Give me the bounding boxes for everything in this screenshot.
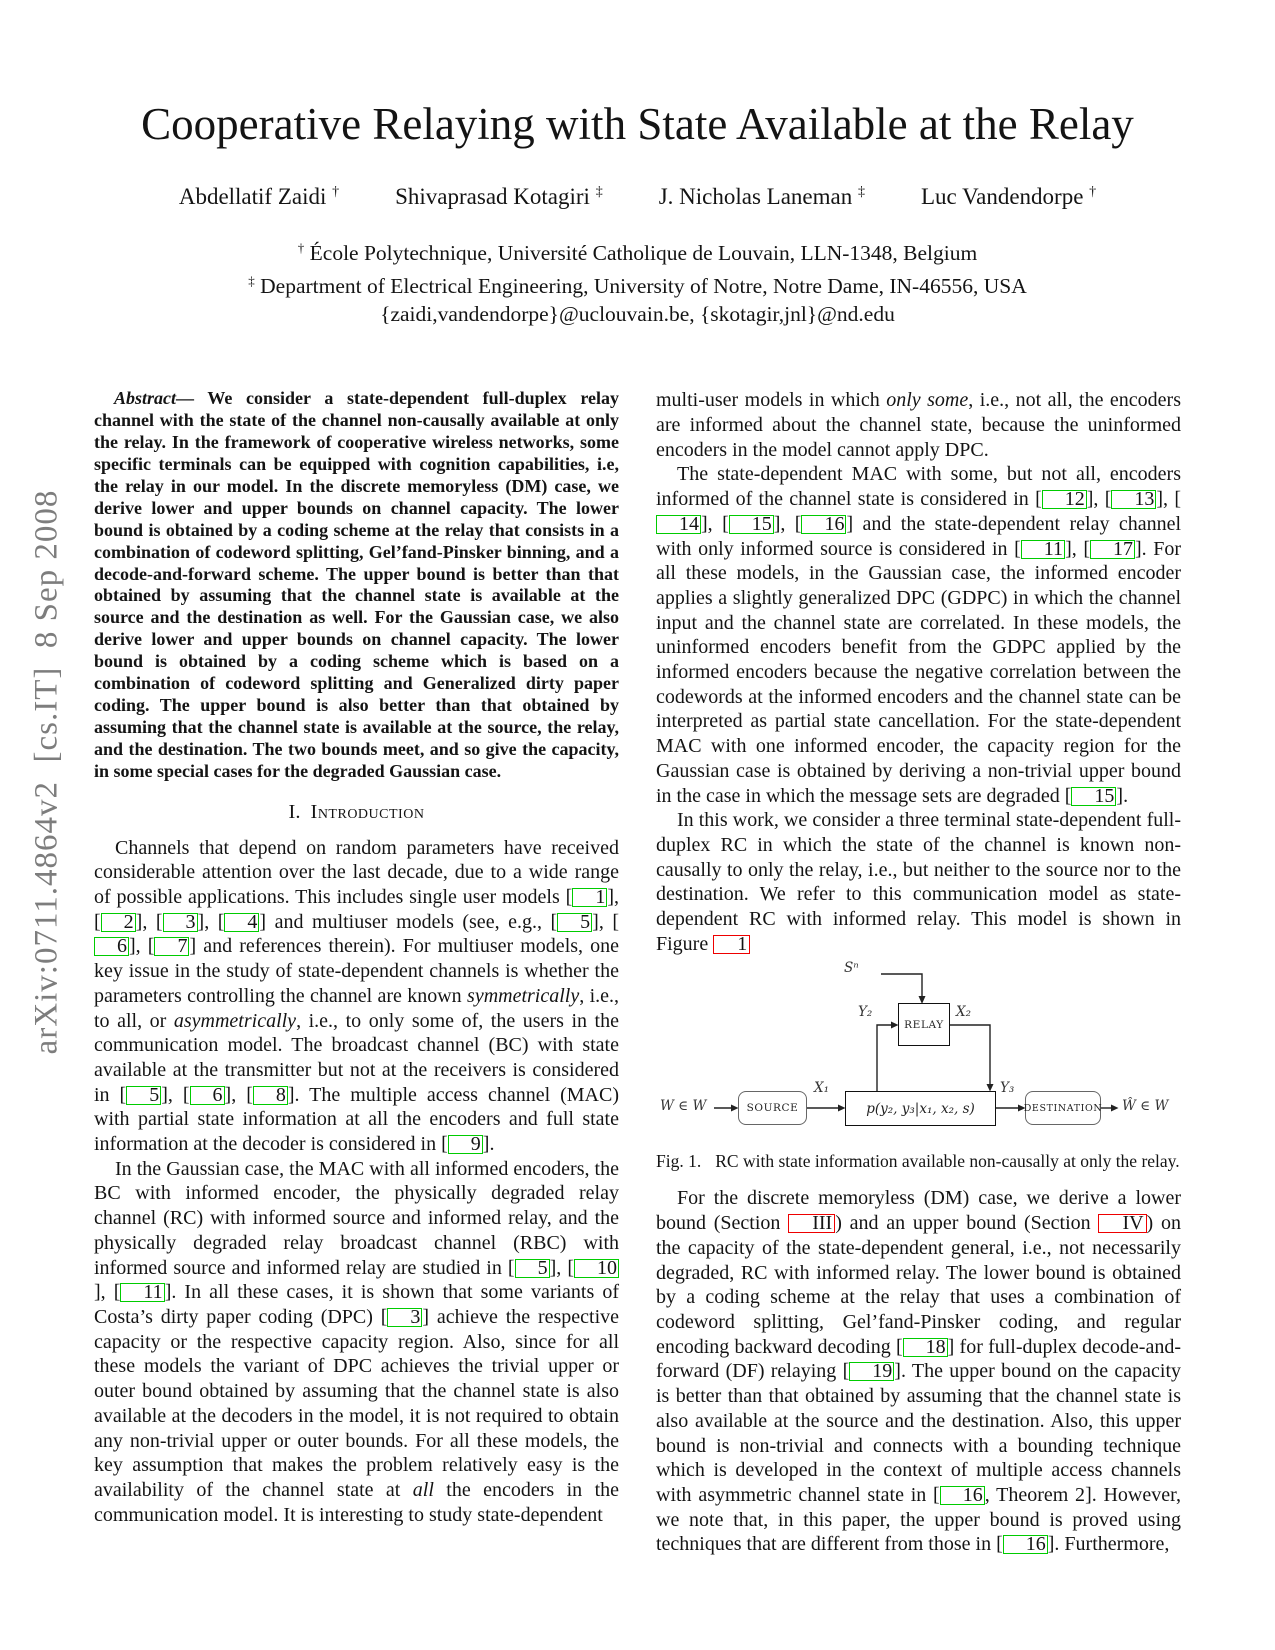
arxiv-banner: arXiv:0711.4864v2 [cs.IT] 8 Sep 2008 bbox=[28, 489, 65, 1055]
paragraph: For the discrete memoryless (DM) case, we derive a lower bound (Section III ) and an upper bound (Section IV ) on the capacity of the state-dependent general, i.e., not necessarily degraded, RC with informed relay. The lower bound is obtained by a coding scheme at the relay that uses a combination of codeword splitting, Gel’fand-Pinsker coding, and regular encoding backward decoding [ 18 ] for full-duplex decode-and-forward (DF) relaying [ 19 ]. The upper bound on the capacity is better than that obtained by assuming that the channel state is also available at the source and the destination. Also, this upper bound is non-trivial and connects with a bounding technique which is developed in the context of multiple access channels with asymmetric channel state in [ 16 , Theorem 2]. However, we note that, in this paper, the upper bound is proved using techniques that are different from those in [ 16 ]. Furthermore, bbox=[656, 1187, 1182, 1556]
citation-link[interactable]: 12 bbox=[1042, 490, 1087, 509]
citation-link[interactable]: 13 bbox=[1111, 490, 1156, 509]
author-mark: † bbox=[332, 184, 340, 200]
citation-link[interactable]: 11 bbox=[1021, 540, 1065, 559]
right-column bbox=[656, 388, 1181, 1557]
two-column-body bbox=[0, 388, 1275, 1557]
emails-line: {zaidi,vandendorpe}@uclouvain.be, {skotagir,jnl}@nd.edu bbox=[380, 302, 895, 327]
abstract: Abstract— We consider a state-dependent full-duplex relay channel with the state of the channel non-causally available at only the relay. In the framework of cooperative wireless networks, some specific terminals can be equipped with cognition capabilities, i.e, the relay in our model. In the discrete memoryless (DM) case, we derive lower and upper bounds on channel capacity. The lower bound is obtained by a coding scheme at the relay that consists in a combination of codeword splitting, Gel’fand-Pinsker binning, and a decode-and-forward scheme. The upper bound is better than that obtained by assuming that the channel state is available at the source and the destination as well. For the Gaussian case, we also derive lower and upper bounds on channel capacity. The lower bound is obtained by a coding scheme which is based on a combination of codeword splitting and Generalized dirty paper coding. The upper bound is also better than that obtained by assuming that the channel state is available at the source, the relay, and the destination. The two bounds meet, and so give the capacity, in some special cases for the degraded Gaussian case. bbox=[94, 388, 619, 781]
source-box: SOURCE bbox=[738, 1091, 807, 1125]
citation-link[interactable]: 18 bbox=[903, 1338, 948, 1357]
internal-reference-link[interactable]: IV bbox=[1098, 1214, 1146, 1233]
citation-link[interactable]: 8 bbox=[253, 1086, 288, 1105]
author: J. Nicholas Laneman ‡ bbox=[658, 184, 865, 209]
citation-link[interactable]: 17 bbox=[1090, 540, 1135, 559]
authors-row bbox=[0, 184, 1275, 210]
citation-link[interactable]: 16 bbox=[801, 515, 846, 534]
section-heading-introduction: I. Introduction bbox=[288, 800, 425, 823]
paragraph: In the Gaussian case, the MAC with all informed encoders, the BC with informed encoder, the physically degraded relay channel (RC) with informed source and informed relay, and the physically degraded relay broadcast channel (RBC) with informed source and informed relay are studied in [ 5 ], [ 10], [ 11 ]. In all these cases, it is shown that some variants of Costa’s dirty paper coding (DPC) [ 3 ] achieve the respective capacity or the respective capacity region. Also, since for all these models the variant of DPC achieves the trivial upper or outer bound obtained by assuming that the channel state is also available at the decoders in the model, it is not required to obtain any non-trivial upper or outer bounds. For all these models, the key assumption that makes the problem relatively easy is the availability of the channel state at all the encoders in the communication model. It is interesting to study state-dependent bbox=[94, 1157, 620, 1526]
paragraph: The state-dependent MAC with some, but not all, encoders informed of the channel state is considered in [ 12 ], [ 13 ], [14 ], [ 15 ], [ 16 ] and the state-dependent relay channel with only informed source is considered in [ 11 ], [ 17 ]. For all these models, in the Gaussian case, the informed encoder applies a slightly generalized DPC (GDPC) in which the channel input and the channel state are correlated. In these models, the uninformed encoders benefit from the GDPC applied by the informed encoders because the negative correlation between the codewords at the informed encoders and the channel state can be interpreted as partial state cancellation. For the state-dependent MAC with one informed encoder, the capacity region for the Gaussian case is obtained by deriving a non-trivial upper bound in the case in which the message sets are degraded [ 15 ]. bbox=[656, 463, 1182, 807]
citation-link[interactable]: 19 bbox=[849, 1362, 894, 1381]
citation-link[interactable]: 1 bbox=[572, 888, 607, 907]
citation-link[interactable]: 5 bbox=[557, 913, 592, 932]
channel-box: p(y₂, y₃|x₁, x₂, s) bbox=[845, 1091, 996, 1126]
citation-link[interactable]: 15 bbox=[729, 515, 774, 534]
citation-link[interactable]: 10 bbox=[574, 1259, 619, 1278]
citation-link[interactable]: 5 bbox=[126, 1086, 161, 1105]
relay-input-label: Y₂ bbox=[858, 1004, 873, 1021]
left-column bbox=[94, 388, 619, 1557]
figure-caption: Fig. 1. RC with state information available non-causally at only the relay. bbox=[656, 1151, 1180, 1172]
figure-1-diagram bbox=[656, 960, 1181, 1138]
message-in-label: W ∈ W bbox=[660, 1098, 707, 1115]
state-sequence-label: Sⁿ bbox=[844, 960, 859, 977]
paragraph: Channels that depend on random parameters have received considerable attention over the last decade, due to a wide range of possible applications. This includes single user models [ 1 ], [ 2 ], [ 3 ], [ 4 ] and multiuser models (see, e.g., [ 5 ], [6 ], [ 7 ] and references therein). For multiuser models, one key issue in the study of state-dependent channels is whether the parameters controlling the channel are known symmetrically, i.e., to all, or asymmetrically, i.e., to only some of, the users in the communication model. The broadcast channel (BC) with state available at the transmitter but not at the receivers is considered in [ 5 ], [ 6 ], [ 8 ]. The multiple access channel (MAC) with partial state information at all the encoders and full state information at the decoder is considered in [ 9 ]. bbox=[94, 836, 620, 1156]
citation-link[interactable]: 16 bbox=[940, 1486, 985, 1505]
citation-link[interactable]: 15 bbox=[1071, 787, 1116, 806]
author: Luc Vandendorpe † bbox=[920, 184, 1097, 209]
citation-link[interactable]: 11 bbox=[120, 1283, 164, 1302]
destination-box: DESTINATION bbox=[1025, 1091, 1101, 1125]
paragraph: In this work, we consider a three terminal state-dependent full-duplex RC in which the state of the channel is known non-causally to only the relay, i.e., but neither to the source nor to the destination. We refer to this communication model as state-dependent RC with informed relay. This model is shown in Figure 1 bbox=[656, 809, 1181, 955]
message-out-label: Ŵ ∈ W bbox=[1122, 1098, 1169, 1115]
citation-link[interactable]: 6 bbox=[94, 937, 129, 956]
citation-link[interactable]: 4 bbox=[224, 913, 259, 932]
author-mark: † bbox=[1089, 184, 1097, 200]
channel-output-label: Y₃ bbox=[1000, 1080, 1015, 1097]
author-mark: ‡ bbox=[857, 184, 865, 200]
affiliations bbox=[0, 234, 1275, 328]
author: Shivaprasad Kotagiri ‡ bbox=[395, 184, 603, 209]
internal-reference-link[interactable]: 1 bbox=[713, 935, 750, 954]
citation-link[interactable]: 14 bbox=[656, 515, 701, 534]
affiliation-line: ‡ Department of Electrical Engineering, University of Notre, Notre Dame, IN-46556, USA bbox=[248, 273, 1027, 299]
citation-link[interactable]: 2 bbox=[101, 913, 136, 932]
source-output-label: X₁ bbox=[814, 1080, 830, 1097]
author: Abdellatif Zaidi † bbox=[178, 184, 340, 209]
citation-link[interactable]: 9 bbox=[448, 1135, 483, 1154]
citation-link[interactable]: 3 bbox=[387, 1308, 422, 1327]
citation-link[interactable]: 5 bbox=[515, 1259, 550, 1278]
affiliation-line: † École Polytechnique, Université Catholique de Louvain, LLN-1348, Belgium bbox=[297, 240, 978, 266]
citation-link[interactable]: 16 bbox=[1003, 1535, 1048, 1554]
author-mark: ‡ bbox=[595, 184, 603, 200]
relay-output-label: X₂ bbox=[956, 1004, 972, 1021]
paper-header bbox=[0, 0, 1275, 328]
citation-link[interactable]: 6 bbox=[190, 1086, 225, 1105]
paper-title: Cooperative Relaying with State Available at the Relay bbox=[141, 99, 1134, 149]
citation-link[interactable]: 7 bbox=[154, 937, 189, 956]
relay-box: RELAY bbox=[898, 1003, 950, 1046]
paragraph: multi-user models in which only some, i.e., not all, the encoders are informed about the channel state, because the uninformed encoders in the model cannot apply DPC. bbox=[656, 389, 1181, 461]
citation-link[interactable]: 3 bbox=[163, 913, 198, 932]
internal-reference-link[interactable]: III bbox=[788, 1214, 835, 1233]
